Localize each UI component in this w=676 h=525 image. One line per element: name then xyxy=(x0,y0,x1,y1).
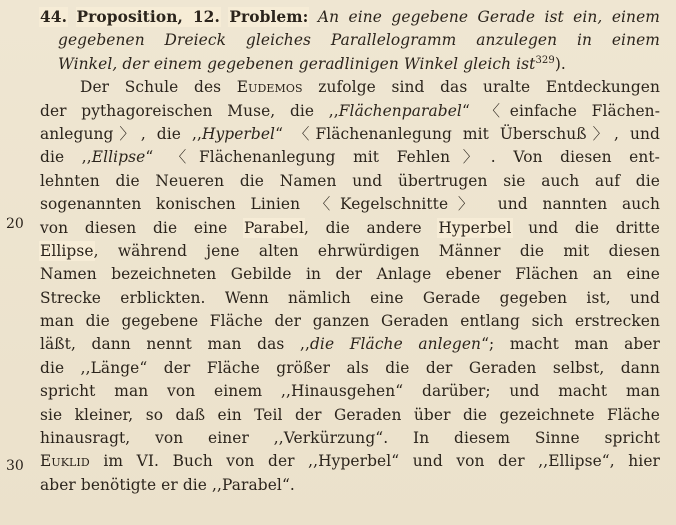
statement-part-1: An eine gegebene Gerade ist ein, einem xyxy=(317,8,660,26)
body-line-11 xyxy=(40,310,660,333)
body-text: lehnten die Neueren die Namen und übertrugen sie auch auf die xyxy=(40,171,660,190)
body-text: “ 〈Flächenanlegung mit Überschuß〉, und xyxy=(275,124,660,143)
body-line-12 xyxy=(40,333,660,356)
body-text: die ,,Länge“ der Fläche größer als die der Geraden selbst, dann xyxy=(40,358,660,377)
body-text: die ,, xyxy=(40,148,92,167)
body-line-3 xyxy=(40,123,660,146)
proposition-label: Proposition, 12. xyxy=(76,8,220,26)
body-line-16 xyxy=(40,427,660,450)
body-text: sie kleiner, so daß ein Teil der Geraden über die gezeichnete Fläche xyxy=(40,405,660,424)
body-text: zufolge sind das uralte Entdeckungen xyxy=(302,78,660,97)
body-line-1 xyxy=(40,76,660,99)
body-line-4 xyxy=(40,146,660,169)
name-euklid: Euklid xyxy=(40,452,90,471)
term-flaechenparabel: Flächenparabel xyxy=(338,101,462,120)
body-line-6 xyxy=(40,193,660,216)
body-line-5 xyxy=(40,170,660,193)
body-text: aber benötigte er die ,,Parabel“. xyxy=(40,475,295,494)
body-text: , die andere xyxy=(303,218,439,237)
statement-end: ). xyxy=(554,54,566,73)
body-text: , während jene alten ehrwürdigen Männer die mit diesen xyxy=(93,241,660,260)
body-text: man die gegebene Fläche der ganzen Geraden entlang sich erstrecken xyxy=(40,312,660,331)
body-text: Strecke erblickten. Wenn nämlich eine Gerade gegeben ist, und xyxy=(40,288,660,307)
term-parabel: Parabel xyxy=(244,218,304,237)
body-line-18 xyxy=(40,474,660,497)
body-line-13 xyxy=(40,357,660,380)
heading-line-3 xyxy=(40,53,660,76)
body-text: läßt, dann nennt man das ,, xyxy=(40,335,310,354)
body-text: sogenannten konischen Linien 〈Kegelschnitte〉 und nannten auch xyxy=(40,195,660,214)
body-line-9 xyxy=(40,263,660,286)
body-line-17 xyxy=(40,450,660,473)
body-text: und die dritte xyxy=(511,218,660,237)
term-hyperbel: Hyperbel xyxy=(201,124,276,143)
body-line-2 xyxy=(40,100,660,123)
body-line-15 xyxy=(40,404,660,427)
margin-line-number-20: 20 xyxy=(6,216,24,232)
body-text: hinausragt, von einer ,,Verkürzung“. In diesem Sinne spricht xyxy=(40,429,660,448)
body-text: Namen bezeichneten Gebilde in der Anlage ebener Flächen an eine xyxy=(40,265,660,284)
body-text: spricht man von einem ,,Hinausgehen“ darüber; und macht man xyxy=(40,382,660,401)
margin-line-number-30: 30 xyxy=(6,458,24,474)
proposition-number: 44. xyxy=(40,8,68,26)
name-eudemos: Eudemos xyxy=(236,78,303,97)
heading-line-1 xyxy=(40,6,660,29)
statement-part-2: gegebenen Dreieck gleiches Parallelogramm anzulegen in einem xyxy=(58,31,660,50)
term-ellipse-highlighted: Ellipse xyxy=(40,241,94,260)
body-text: im VI. Buch von der ,,Hyperbel“ und von der ,,Ellipse“, hier xyxy=(89,452,660,471)
body-line-8 xyxy=(40,240,660,263)
text-block xyxy=(40,6,660,497)
statement-part-3: Winkel, der einem gegebenen geradlinigen Winkel gleich ist xyxy=(58,54,536,73)
body-text: “; macht man aber xyxy=(481,335,661,354)
body-text: “ 〈Flächenanlegung mit Fehlen〉. Von diesen ent- xyxy=(145,148,660,167)
heading-line-2 xyxy=(40,29,660,52)
term-ellipse: Ellipse xyxy=(91,148,146,167)
body-line-14 xyxy=(40,380,660,403)
term-die-flaeche-anlegen: die Fläche anlegen xyxy=(309,335,482,354)
body-line-10 xyxy=(40,287,660,310)
footnote-reference: 329 xyxy=(535,54,555,66)
body-text: “ 〈einfache Flächen- xyxy=(461,101,660,120)
problem-label: Problem: xyxy=(229,8,309,26)
body-line-7 xyxy=(40,217,660,240)
term-hyperbel-highlighted: Hyperbel xyxy=(438,218,512,237)
body-text: der pythagoreischen Muse, die ,, xyxy=(40,101,339,120)
body-text: von diesen die eine xyxy=(40,218,245,237)
body-text: Der Schule des xyxy=(80,78,237,97)
body-text: anlegung〉, die ,, xyxy=(40,124,202,143)
